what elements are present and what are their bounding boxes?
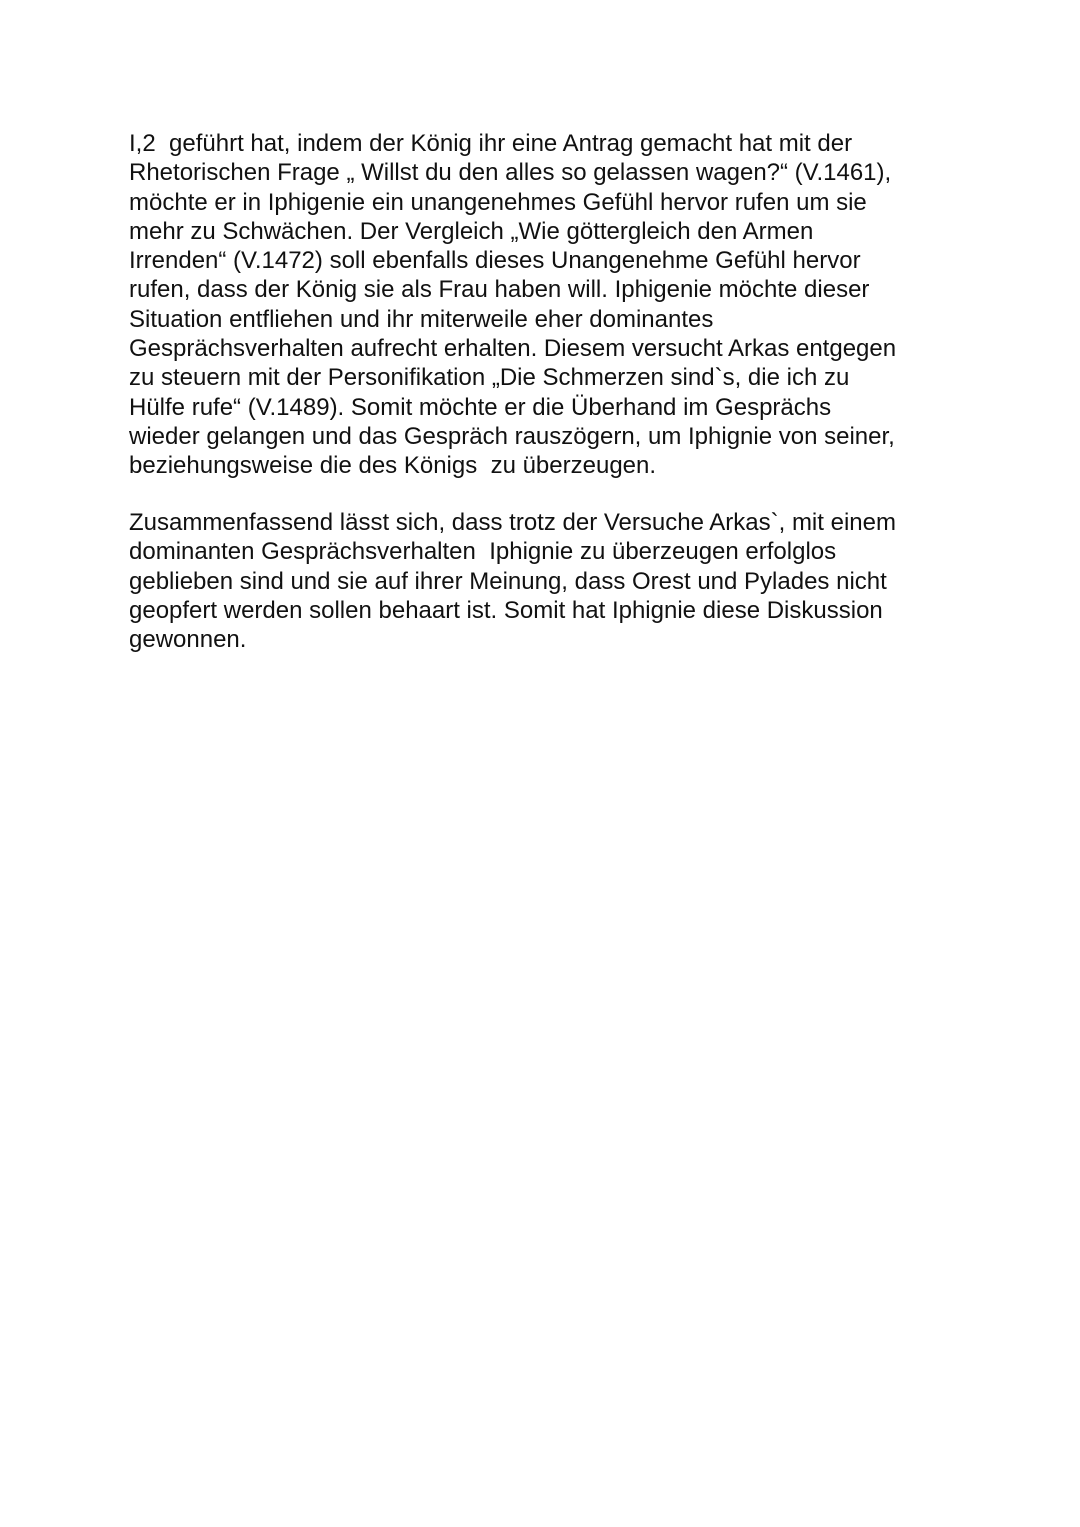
text-line: geopfert werden sollen behaart ist. Somit hat Iphignie diese Diskussion xyxy=(129,596,883,624)
text-line: Irrenden“ (V.1472) soll ebenfalls dieses Unangenehme Gefühl hervor xyxy=(129,247,861,275)
text-line: I,2 geführt hat, indem der König ihr eine Antrag gemacht hat mit der xyxy=(129,130,853,157)
text-line: Zusammenfassend lässt sich, dass trotz der Versuche Arkas`, mit einem xyxy=(129,509,896,536)
text-line: möchte er in Iphigenie ein unangenehmes Gefühl hervor rufen um sie xyxy=(129,188,867,216)
text-line: dominanten Gesprächsverhalten Iphignie zu überzeugen erfolglos xyxy=(129,538,837,566)
text-line: gewonnen. xyxy=(129,626,247,654)
paragraph-analysis xyxy=(129,129,989,481)
text-line: Hülfe rufe“ (V.1489). Somit möchte er die Überhand im Gesprächs xyxy=(129,393,832,421)
paragraph-conclusion xyxy=(129,508,989,654)
text-line: beziehungsweise die des Königs zu überzeugen. xyxy=(129,452,657,480)
text-line: rufen, dass der König sie als Frau haben will. Iphigenie möchte dieser xyxy=(129,276,870,304)
text-line: mehr zu Schwächen. Der Vergleich „Wie göttergleich den Armen xyxy=(129,217,814,245)
text-line: wieder gelangen und das Gespräch rauszögern, um Iphignie von seiner, xyxy=(129,422,895,450)
text-line: geblieben sind und sie auf ihrer Meinung, dass Orest und Pylades nicht xyxy=(129,567,887,595)
text-line: Gesprächsverhalten aufrecht erhalten. Diesem versucht Arkas entgegen xyxy=(129,335,897,363)
text-line: Situation entfliehen und ihr miterweile eher dominantes xyxy=(129,305,714,333)
text-line: zu steuern mit der Personifikation „Die Schmerzen sind`s, die ich zu xyxy=(129,364,850,392)
text-line: Rhetorischen Frage „ Willst du den alles so gelassen wagen?“ (V.1461), xyxy=(129,159,892,187)
